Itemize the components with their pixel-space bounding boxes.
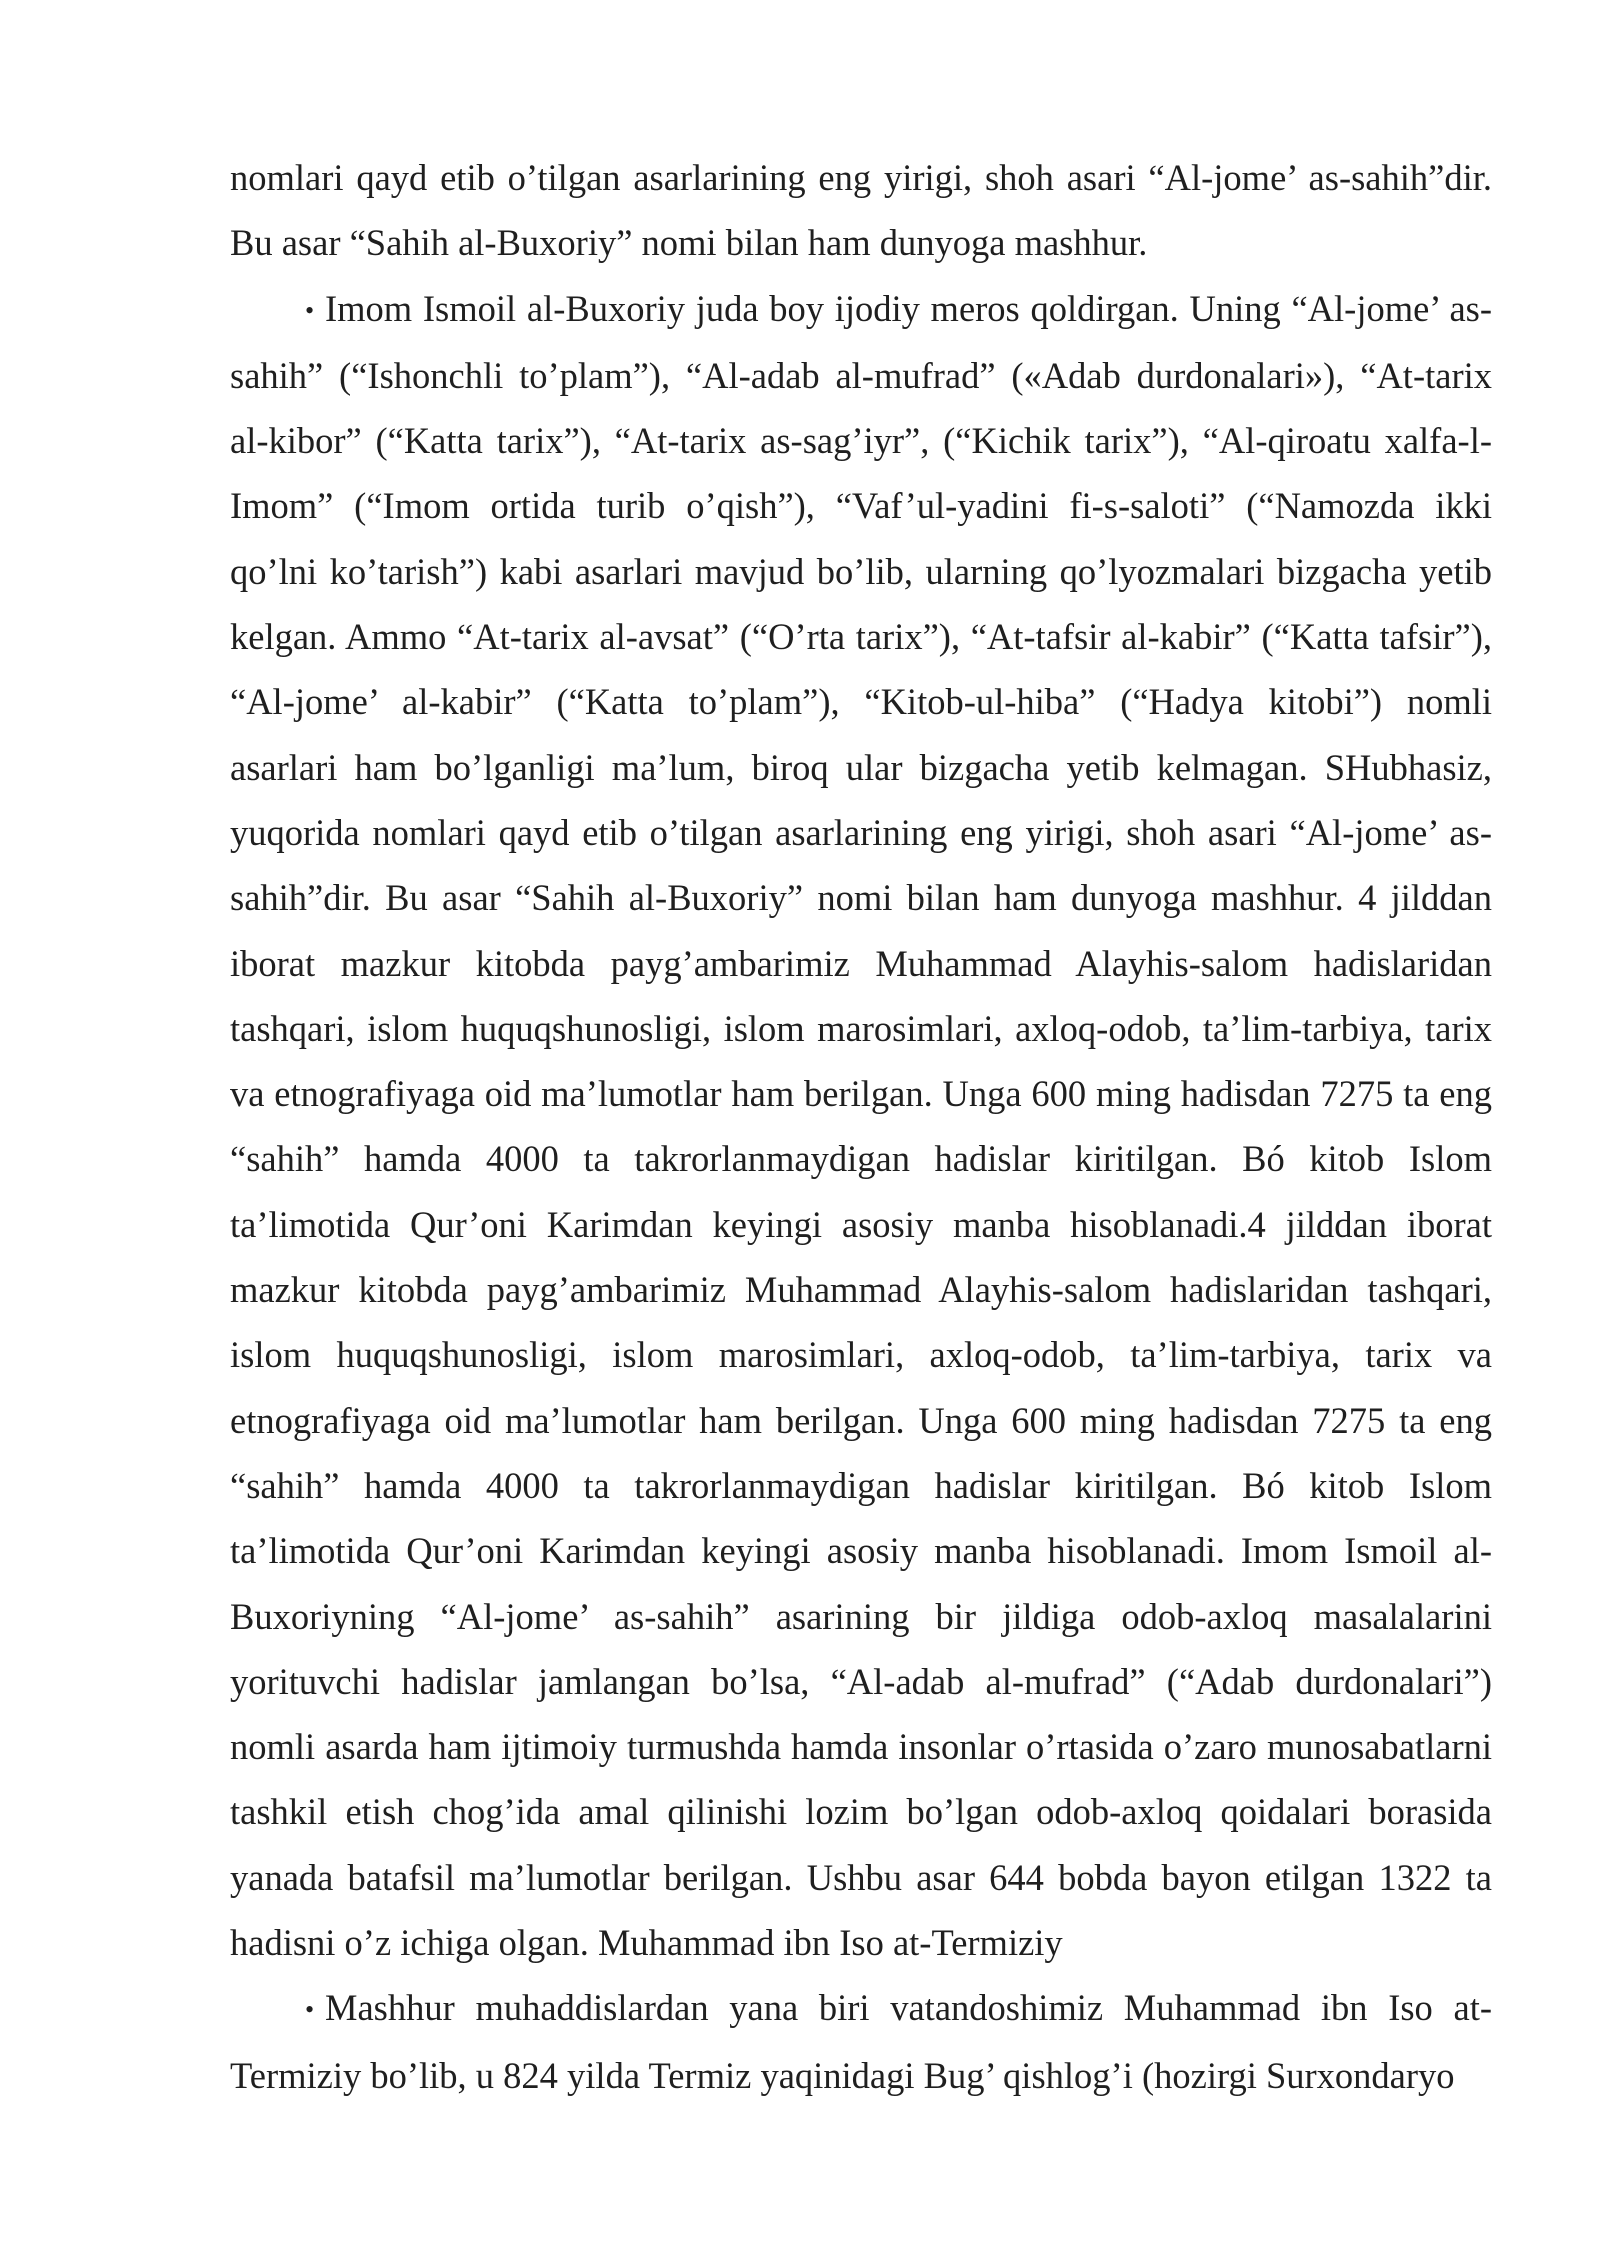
paragraph-text: Mashhur muhaddislardan yana biri vatandoshimiz Muhammad ibn Iso at-Termiziy bo’lib, u 824 yilda Termiz yaqinidagi Bug’ qishlog’i (hozirgi Surxondaryo: [230, 1987, 1492, 2096]
paragraph-text: nomlari qayd etib o’tilgan asarlarining eng yirigi, shoh asari “Al-jome’ as-sahih”dir. Bu asar “Sahih al-Buxoriy” nomi bilan ham dunyoga mashhur.: [230, 157, 1492, 264]
paragraph-buxoriy-works: [230, 276, 1492, 1976]
paragraph-termiziy: [230, 1975, 1492, 2108]
document-page: [230, 145, 1492, 2108]
bullet-icon: •: [305, 1995, 315, 2025]
bullet-icon: •: [305, 295, 315, 325]
paragraph-text: Imom Ismoil al-Buxoriy juda boy ijodiy meros qoldirgan. Uning “Al-jome’ as-sahih” (“Ishonchli to’plam”), “Al-adab al-mufrad” («Adab durdonalari»), “At-tarix al-kibor” (“Katta tarix”), “At-tarix as-sag’iyr”, (“Kichik tarix”), “Al-qiroatu xalfa-l-Imom” (“Imom ortida turib o’qish”), “Vaf’ul-yadini fi-s-saloti” (“Namozda ikki qo’lni ko’tarish”) kabi asarlari mavjud bo’lib, ularning qo’lyozmalari bizgacha yetib kelgan. Ammo “At-tarix al-avsat” (“O’rta tarix”), “At-tafsir al-kabir” (“Katta tafsir”), “Al-jome’ al-kabir” (“Katta to’plam”), “Kitob-ul-hiba” (“Hadya kitobi”) nomli asarlari ham bo’lganligi ma’lum, biroq ular bizgacha yetib kelmagan. SHubhasiz, yuqorida nomlari qayd etib o’tilgan asarlarining eng yirigi, shoh asari “Al-jome’ as-sahih”dir. Bu asar “Sahih al-Buxoriy” nomi bilan ham dunyoga mashhur. 4 jilddan iborat mazkur kitobda payg’ambarimiz Muhammad Alayhis-salom hadislaridan tashqari, islom huquqshunosligi, islom marosimlari, axloq-odob, ta’lim-tarbiya, tarix va etnografiyaga oid ma’lumotlar ham berilgan. Unga 600 ming hadisdan 7275 ta eng “sahih” hamda 4000 ta takrorlanmaydigan hadislar kiritilgan. Bó kitob Islom ta’limotida Qur’oni Karimdan keyingi asosiy manba hisoblanadi.4 jilddan iborat mazkur kitobda payg’ambarimiz Muhammad Alayhis-salom hadislaridan tashqari, islom huquqshunosligi, islom marosimlari, axloq-odob, ta’lim-tarbiya, tarix va etnografiyaga oid ma’lumotlar ham berilgan. Unga 600 ming hadisdan 7275 ta eng “sahih” hamda 4000 ta takrorlanmaydigan hadislar kiritilgan. Bó kitob Islom ta’limotida Qur’oni Karimdan keyingi asosiy manba hisoblanadi. Imom Ismoil al-Buxoriyning “Al-jome’ as-sahih” asarining bir jildiga odob-axloq masalalarini yorituvchi hadislar jamlangan bo’lsa, “Al-adab al-mufrad” (“Adab durdonalari”) nomli asarda ham ijtimoiy turmushda hamda insonlar o’rtasida o’zaro munosabatlarni tashkil etish chog’ida amal qilinishi lozim bo’lgan odob-axloq qoidalari borasida yanada batafsil ma’lumotlar berilgan. Ushbu asar 644 bobda bayon etilgan 1322 ta hadisni o’z ichiga olgan. Muhammad ibn Iso at-Termiziy: [230, 287, 1492, 1964]
paragraph-intro: [230, 145, 1492, 276]
